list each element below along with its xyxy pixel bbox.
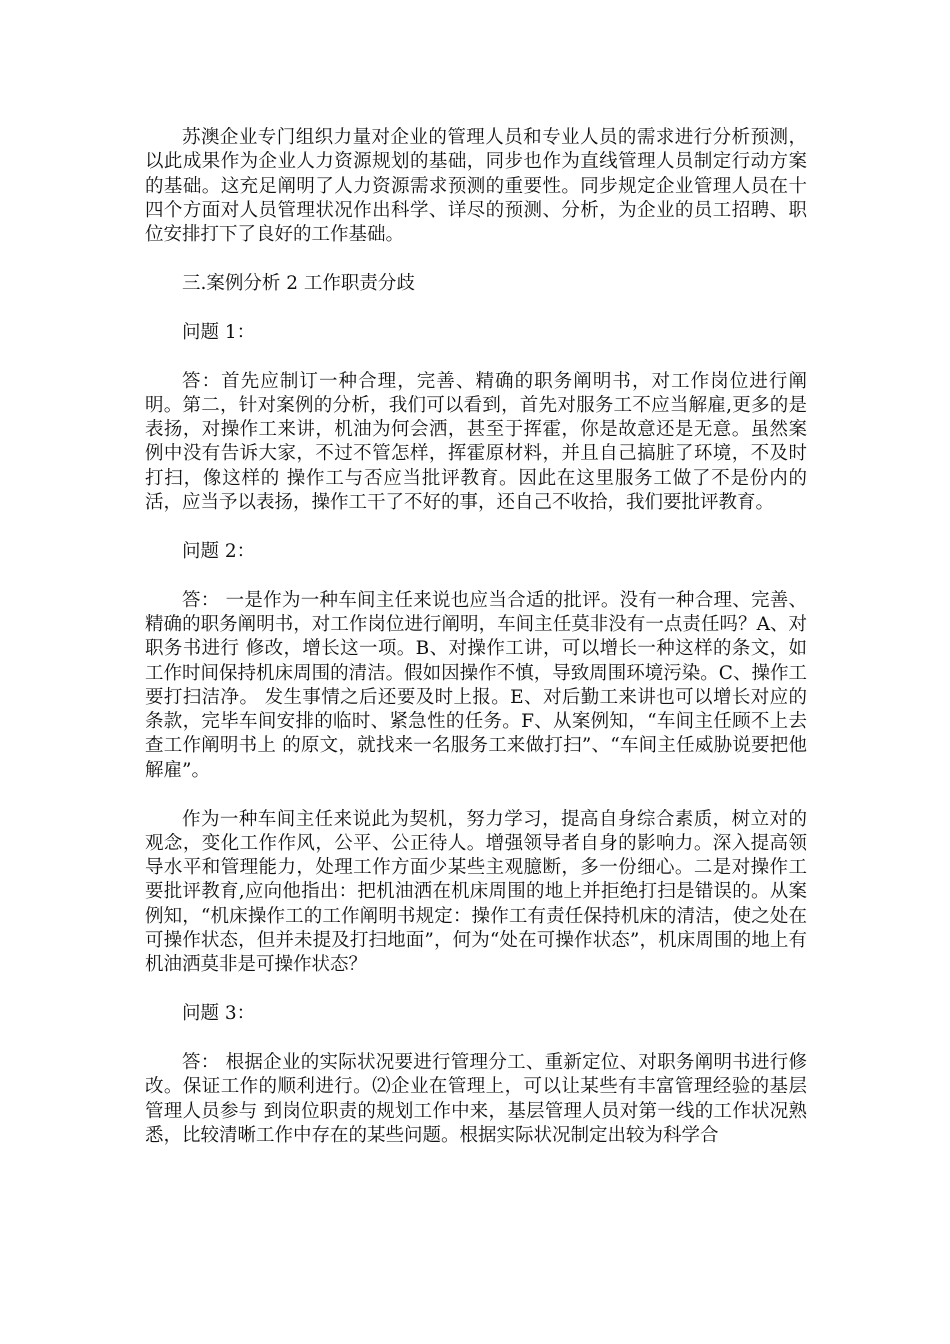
- answer-2-continued-paragraph: 作为一种车间主任来说此为契机，努力学习，提高自身综合素质，树立对的观念，变化工作作风，公平、公正待人。增强领导者自身的影响力。深入提高领导水平和管理能力，处理工作方面少某些主观臆断，多一份细心。二是对操作工要批评教育,应向他指出：把机油洒在机床周围的地上并拒绝打扫是错误的。从案例知，“机床操作工的工作阐明书规定：操作工有责任保持机床的清洁，使之处在可操作状态，但并未提及打扫地面”，何为“处在可操作状态”，机床周围的地上有机油洒莫非是可操作状态？: [145, 808, 807, 976]
- question-1-label: 问题 1：: [182, 321, 256, 343]
- answer-3-paragraph: 答： 根据企业的实际状况要进行管理分工、重新定位、对职务阐明书进行修改。保证工作的顺利进行。⑵企业在管理上，可以让某些有丰富管理经验的基层管理人员参与 到岗位职责的规划工作中来，基层管理人员对第一线的工作状况熟悉，比较清晰工作中存在的某些问题。根据实际状况制定出较为科学合: [145, 1051, 807, 1146]
- section-heading: 三.案例分析 2 工作职责分歧: [182, 272, 415, 294]
- question-3-label: 问题 3：: [182, 1003, 256, 1025]
- document-body: [145, 126, 807, 1173]
- answer-1-paragraph: 答：首先应制订一种合理，完善、精确的职务阐明书，对工作岗位进行阐明。第二，针对案例的分析，我们可以看到，首先对服务工不应当解雇,更多的是表扬，对操作工来讲，机油为何会洒，甚至于挥霍，你是故意还是无意。虽然案例中没有告诉大家，不过不管怎样，挥霍原材料，并且自己搞脏了环境，不及时打扫，像这样的 操作工与否应当批评教育。因此在这里服务工做了不是份内的活，应当予以表扬，操作工干了不好的事，还自己不收拾，我们要批评教育。: [145, 370, 807, 514]
- paragraph-intro: 苏澳企业专门组织力量对企业的管理人员和专业人员的需求进行分析预测，以此成果作为企业人力资源规划的基础，同步也作为直线管理人员制定行动方案的基础。这充足阐明了人力资源需求预测的重要性。同步规定企业管理人员在十四个方面对人员管理状况作出科学、详尽的预测、分析，为企业的员工招聘、职位安排打下了良好的工作基础。: [145, 127, 807, 246]
- answer-2-paragraph: 答： 一是作为一种车间主任来说也应当合适的批评。没有一种合理、完善、精确的职务阐明书，对工作岗位进行阐明，车间主任莫非没有一点责任吗？A、对职务书进行 修改，增长这一项。B、对操作工讲，可以增长一种这样的条文，如工作时间保持机床周围的清洁。假如因操作不慎，导致周围环境污染。C、操作工要打扫洁净。 发生事情之后还要及时上报。E、对后勤工来讲也可以增长对应的条款，完毕车间安排的临时、紧急性的任务。F、从案例知，“车间主任顾不上去查工作阐明书上 的原文，就找来一名服务工来做打扫”、“车间主任威胁说要把他解雇”。: [145, 589, 807, 781]
- question-2-label: 问题 2：: [182, 540, 256, 562]
